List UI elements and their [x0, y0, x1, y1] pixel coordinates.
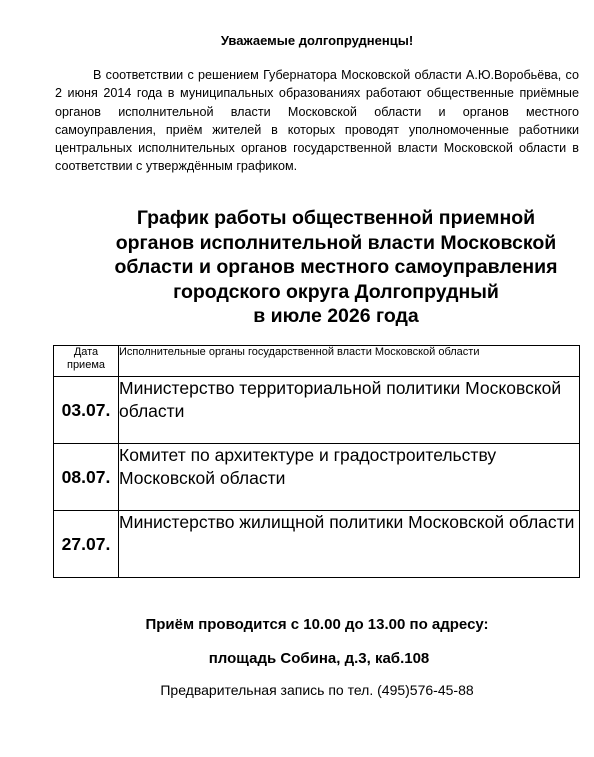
- row-organization: Министерство жилищной политики Московской области: [119, 511, 580, 578]
- row-date: 08.07.: [54, 444, 119, 511]
- header-organization: Исполнительные органы государственной власти Московской области: [119, 346, 580, 377]
- row-date: 03.07.: [54, 377, 119, 444]
- schedule-table: [53, 345, 580, 578]
- row-date: 27.07.: [54, 511, 119, 578]
- header-date: Дата приема: [54, 346, 119, 377]
- schedule-title: График работы общественной приемной органов исполнительной власти Московской области и органов местного самоуправления городского округа Долгопрудный в июле 2026 года: [114, 207, 558, 328]
- row-organization: Министерство территориальной политики Московской области: [119, 377, 580, 444]
- table-header-row: [54, 346, 580, 377]
- greeting-heading: Уважаемые долгопрудненцы!: [220, 33, 414, 48]
- intro-paragraph: В соответствии с решением Губернатора Московской области А.Ю.Воробьёва, со 2 июня 2014 года в муниципальных образованиях работают общественные приёмные органов исполнительной власти Московской области и органов местного самоуправления, приём жителей в которых проводят уполномоченные работники центральных исполнительных органов государственной власти Московской области в соответствии с утверждённым графиком.: [55, 68, 579, 174]
- table-row: [54, 377, 580, 444]
- table-row: [54, 511, 580, 578]
- row-organization: Комитет по архитектуре и градостроительству Московской области: [119, 444, 580, 511]
- reception-address: площадь Собина, д.3, каб.108: [208, 650, 430, 667]
- reception-hours: Приём проводится с 10.00 до 13.00 по адресу:: [145, 616, 489, 633]
- table-row: [54, 444, 580, 511]
- appointment-phone: Предварительная запись по тел. (495)576-45-88: [160, 682, 474, 698]
